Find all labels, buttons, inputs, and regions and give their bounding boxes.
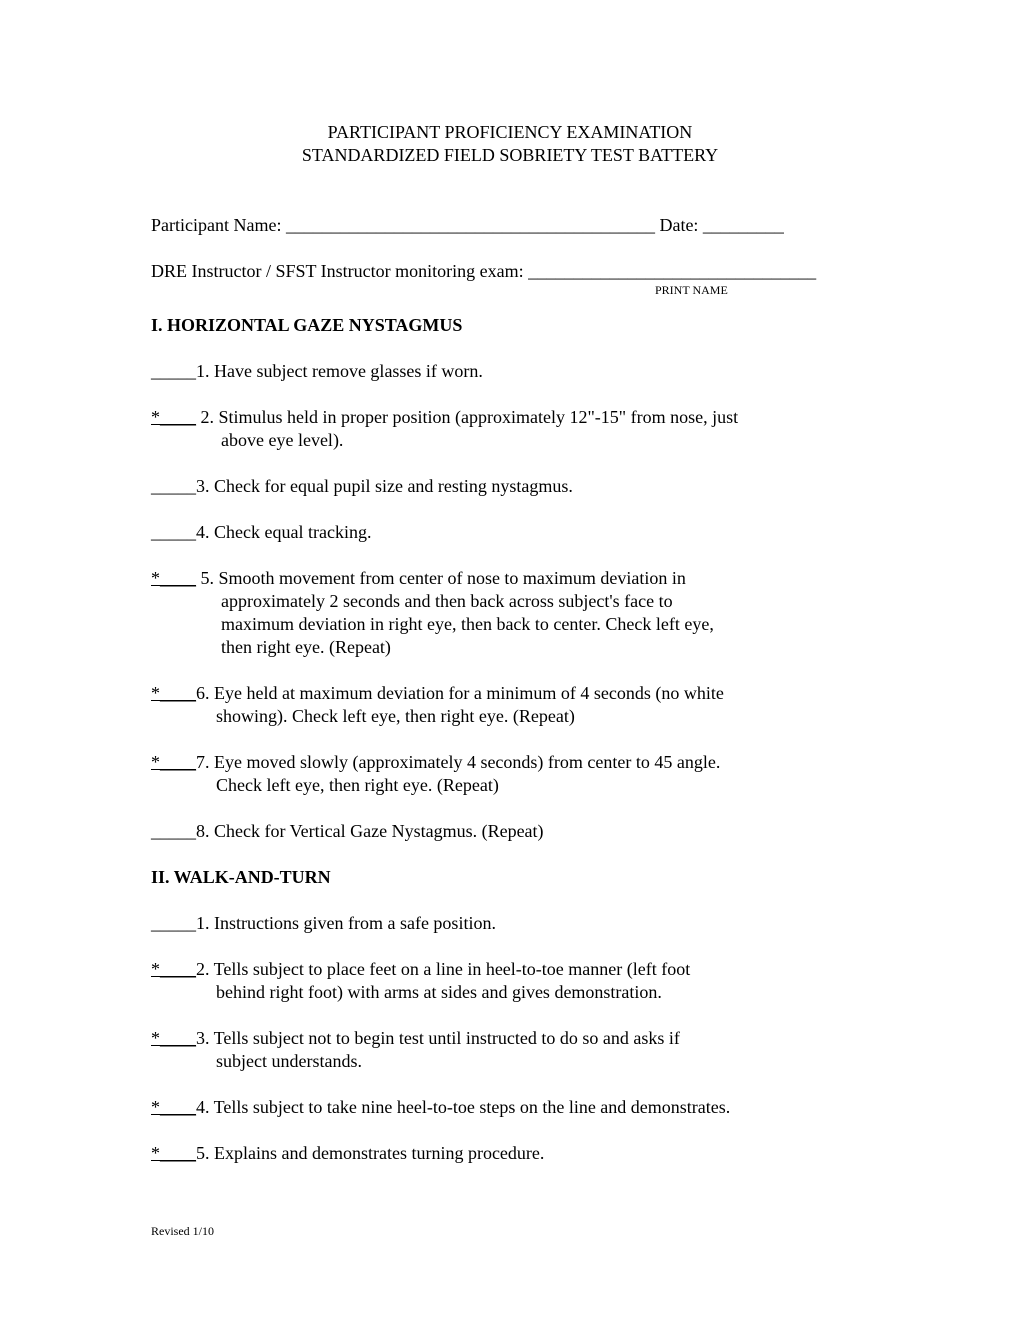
hgn-item-7-text: 7. Eye moved slowly (approximately 4 seconds) from center to 45 angle. xyxy=(196,752,721,772)
wat-item-5 xyxy=(151,1142,544,1165)
instructor-field: DRE Instructor / SFST Instructor monitoring exam: ________________________________ xyxy=(151,261,817,281)
hgn-item-6 xyxy=(151,682,724,705)
hgn-item-6-cont: showing). Check left eye, then right eye. (Repeat) xyxy=(216,706,575,726)
wat-item-4-mark: *____ xyxy=(151,1097,196,1117)
hgn-item-5-cont-3: then right eye. (Repeat) xyxy=(221,637,391,657)
hgn-item-2-cont: above eye level). xyxy=(221,430,344,450)
wat-item-5-mark: *____ xyxy=(151,1143,196,1163)
hgn-item-2-text: 2. Stimulus held in proper position (approximately 12"-15" from nose, just xyxy=(196,407,739,427)
wat-item-2 xyxy=(151,958,690,981)
revised-footer: Revised 1/10 xyxy=(151,1224,214,1238)
hgn-item-2 xyxy=(151,406,738,429)
title-line-2: STANDARDIZED FIELD SOBRIETY TEST BATTERY xyxy=(301,145,719,165)
wat-item-2-cont: behind right foot) with arms at sides and gives demonstration. xyxy=(216,982,662,1002)
section-heading-walk-and-turn: II. WALK-AND-TURN xyxy=(151,867,331,887)
wat-item-3-mark: *____ xyxy=(151,1028,196,1048)
hgn-item-4: _____4. Check equal tracking. xyxy=(151,522,372,542)
hgn-item-6-text: 6. Eye held at maximum deviation for a minimum of 4 seconds (no white xyxy=(196,683,724,703)
hgn-item-7-cont: Check left eye, then right eye. (Repeat) xyxy=(216,775,499,795)
hgn-item-5-mark: *____ xyxy=(151,568,196,588)
hgn-item-8: _____8. Check for Vertical Gaze Nystagmus. (Repeat) xyxy=(151,821,544,841)
hgn-item-5-cont-1: approximately 2 seconds and then back across subject's face to xyxy=(221,591,673,611)
hgn-item-7 xyxy=(151,751,720,774)
hgn-item-2-mark: *____ xyxy=(151,407,196,427)
hgn-item-6-mark: *____ xyxy=(151,683,196,703)
hgn-item-5 xyxy=(151,567,686,590)
wat-item-4 xyxy=(151,1096,730,1119)
wat-item-5-text: 5. Explains and demonstrates turning procedure. xyxy=(196,1143,545,1163)
print-name-caption: PRINT NAME xyxy=(655,283,728,297)
title-line-1: PARTICIPANT PROFICIENCY EXAMINATION xyxy=(327,122,693,142)
hgn-item-5-text: 5. Smooth movement from center of nose to maximum deviation in xyxy=(196,568,686,588)
wat-item-2-mark: *____ xyxy=(151,959,196,979)
hgn-item-5-cont-2: maximum deviation in right eye, then back to center. Check left eye, xyxy=(221,614,714,634)
wat-item-3 xyxy=(151,1027,680,1050)
participant-name-field: Participant Name: _________________________________________ Date: _________ xyxy=(151,215,784,235)
hgn-item-7-mark: *____ xyxy=(151,752,196,772)
wat-item-1: _____1. Instructions given from a safe position. xyxy=(151,913,496,933)
wat-item-3-cont: subject understands. xyxy=(216,1051,362,1071)
hgn-item-3: _____3. Check for equal pupil size and resting nystagmus. xyxy=(151,476,573,496)
wat-item-2-text: 2. Tells subject to place feet on a line in heel-to-toe manner (left foot xyxy=(196,959,691,979)
section-heading-hgn: I. HORIZONTAL GAZE NYSTAGMUS xyxy=(151,315,463,335)
wat-item-3-text: 3. Tells subject not to begin test until instructed to do so and asks if xyxy=(196,1028,680,1048)
wat-item-4-text: 4. Tells subject to take nine heel-to-toe steps on the line and demonstrates. xyxy=(196,1097,731,1117)
hgn-item-1: _____1. Have subject remove glasses if worn. xyxy=(151,361,483,381)
